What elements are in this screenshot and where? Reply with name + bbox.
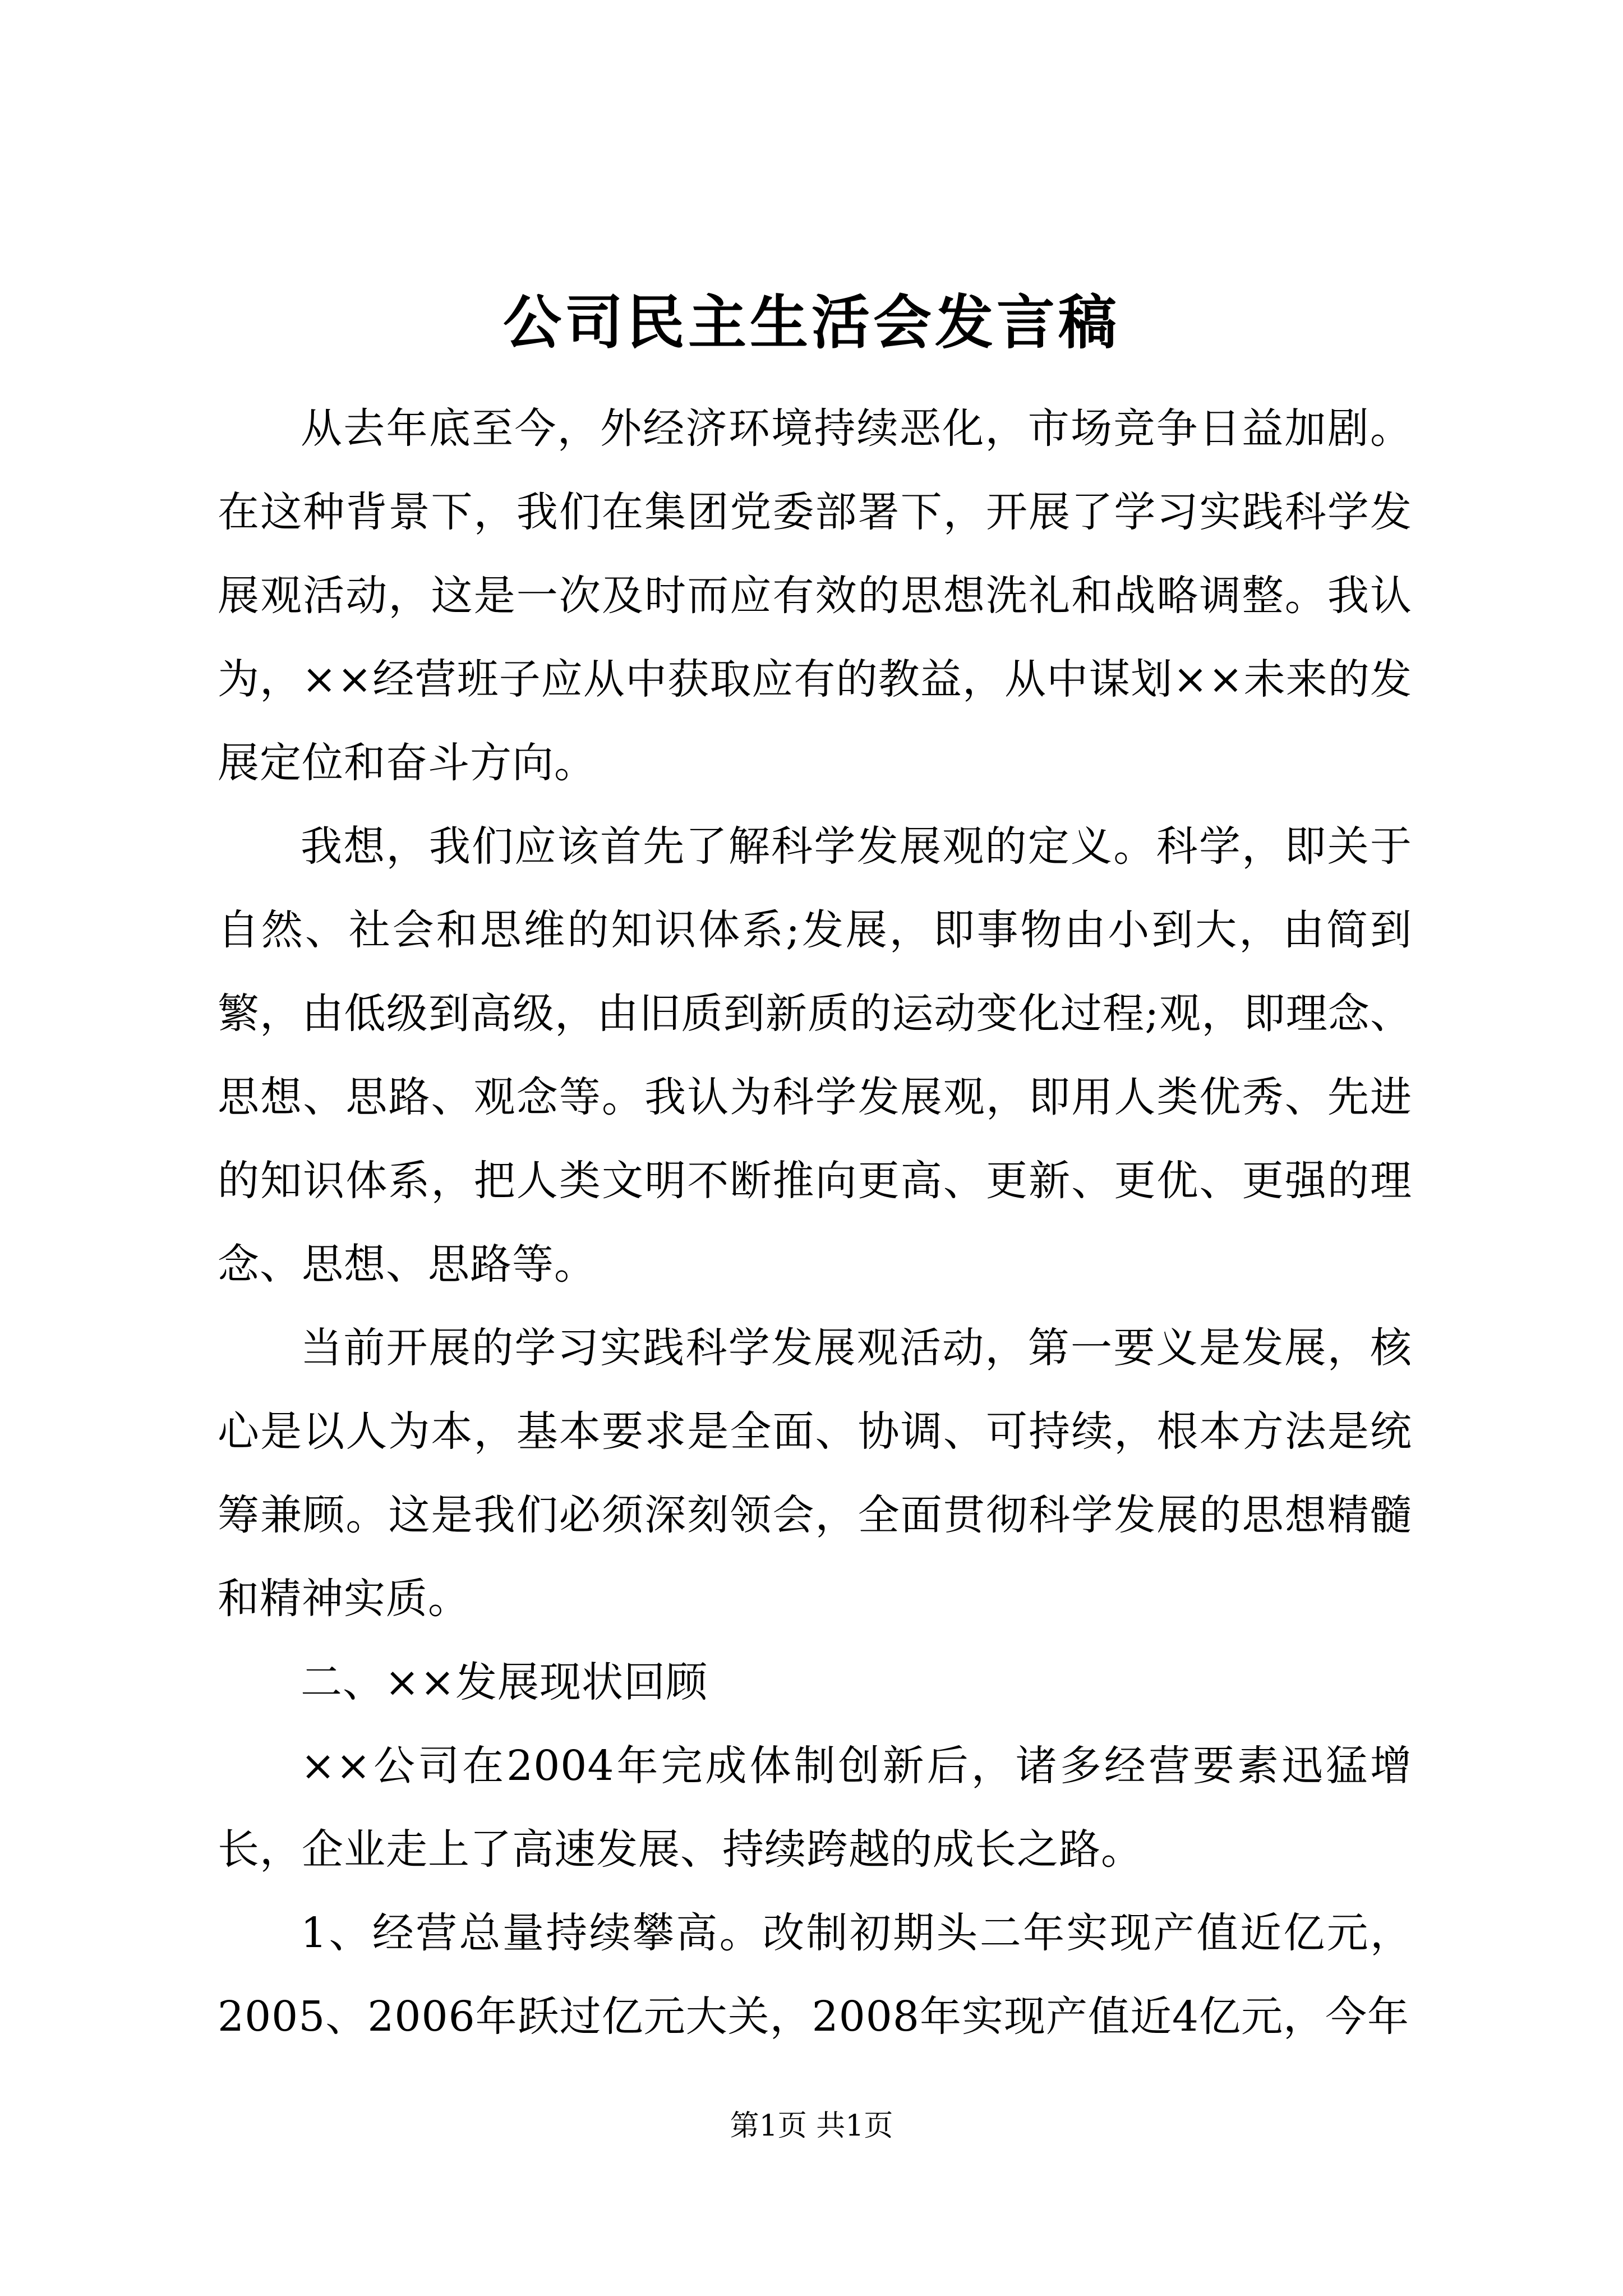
paragraph-2: 我想，我们应该首先了解科学发展观的定义。科学，即关于自然、社会和思维的知识体系;发展，即事物由小到大，由简到繁，由低级到高级，由旧质到新质的运动变化过程;观，即理念、思想、思路、观念等。我认为科学发展观，即用人类优秀、先进的知识体系，把人类文明不断推向更高、更新、更优、更强的理念、思想、思路等。	[218, 822, 1412, 1289]
document-title: 公司民主生活会发言稿	[502, 288, 1120, 357]
document-body	[218, 387, 1412, 2059]
page-footer: 第1页 共1页	[730, 2109, 893, 2143]
paragraph-1: 从去年底至今，外经济环境持续恶化，市场竞争日益加剧。在这种背景下，我们在集团党委部署下，开展了学习实践科学发展观活动，这是一次及时而应有效的思想洗礼和战略调整。我认为，××经营班子应从中获取应有的教益，从中谋划××未来的发展定位和奋斗方向。	[218, 404, 1412, 787]
section-heading: 二、××发展现状回顾	[301, 1658, 708, 1706]
paragraph-4: ××公司在2004年完成体制创新后，诸多经营要素迅猛增长，企业走上了高速发展、持续跨越的成长之路。	[218, 1742, 1412, 1874]
paragraph-3: 当前开展的学习实践科学发展观活动，第一要义是发展，核心是以人为本，基本要求是全面、协调、可持续，根本方法是统筹兼顾。这是我们必须深刻领会，全面贯彻科学发展的思想精髓和精神实质。	[218, 1324, 1412, 1623]
paragraph-5: 1、经营总量持续攀高。改制初期头二年实现产值近亿元，2005、2006年跃过亿元大关，2008年实现产值近4亿元，今年	[218, 1909, 1412, 2041]
